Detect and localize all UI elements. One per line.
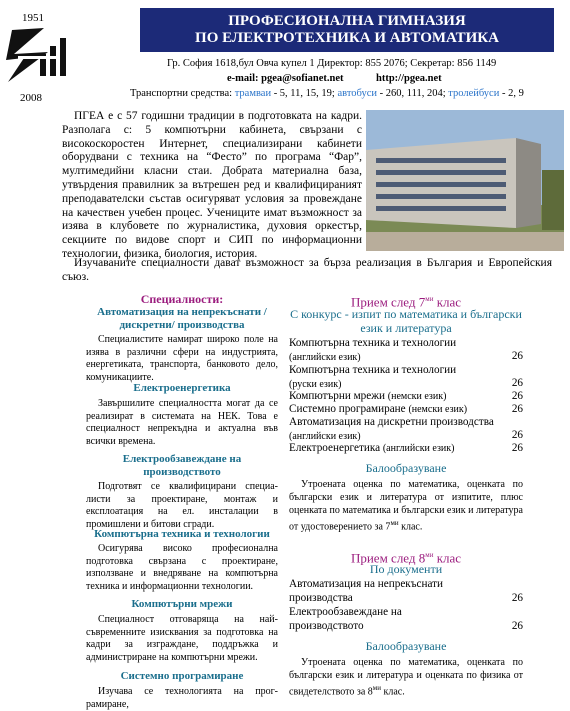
list-7-item: Компютърна техника и технологии (английски език) 26 xyxy=(289,337,523,363)
specialty-1-text: Специалистите намират широко поле на изява в различни сфери на индустрията, енергетиката, транспорта, банковото дело, комуникациите. xyxy=(86,334,278,383)
list-7-item: Компютърна техника и технологии (руски език) 26 xyxy=(289,364,523,390)
transport-label: Транспортни средства: xyxy=(130,88,233,99)
specialty-6-text: Изучава се технологията на прог-рамиране, xyxy=(86,686,278,710)
website-link[interactable]: http://pgea.net xyxy=(376,73,442,84)
list-8-item: Електрообзавеждане на производството 26 xyxy=(289,606,523,632)
tram-lines: - 5, 11, 15, 19; xyxy=(273,88,335,99)
specialty-5-title: Компютърни мрежи xyxy=(131,598,233,610)
specialty-3-title: Електрообзавеждане на производството xyxy=(122,453,242,478)
list-7-item: Автоматизация на дискретни производства (английски език) 26 xyxy=(289,416,523,442)
tram-label: трамваи xyxy=(234,88,272,99)
address-line: Гр. София 1618,бул Овча купел 1 Директор: 855 2076; Секретар: 856 1149 xyxy=(167,58,497,69)
list-7-item: Компютърни мрежи (немски език) 26 xyxy=(289,390,523,402)
founding-year: 1951 xyxy=(22,12,44,24)
school-logo xyxy=(4,24,72,86)
admission-8-heading: Прием след $8^{ми}$ клас xyxy=(350,550,462,566)
admission-8-subheading: По документи xyxy=(369,562,443,576)
specialties-heading: Специалности: xyxy=(140,292,224,306)
list-7-item: Електроенергетика (английски език) 26 xyxy=(289,442,523,454)
scoring-8-heading: Балообразуване xyxy=(365,639,447,653)
specialty-3-text: Подготвят се квалифицирани специа-листи за проектиране, монтаж и експлоатация на ел. инсталации в промишлени и битови сгради. xyxy=(86,481,278,530)
admission-7-subheading: С конкурс - изпит по математика и български език и литература xyxy=(290,307,522,335)
scoring-7-heading: Балообразуване xyxy=(365,461,447,475)
specialty-2-title: Електроенергетика xyxy=(133,382,231,394)
intro-paragraph: ПГЕА е с 57 годишни традиции в подготовката на кадри. Разполага с: 5 компютърни кабинета, свързани с високоскоростен Интернет, специализирани кабинети оборудвани с техника на “Фесто” по програма “Фар”, мултимедийни класни стаи. Добрата материална база, утвърдения правилник за вътрешен ред и квалифицираният преподавателски състав осигуряват условия за провеждане на качествен учебен процес. Учениците имат възможност за изява в клубовете по журналистика, духовия оркестър, секциите по видове спорт и СИП по информационни технологии, физика, биология, история. xyxy=(62,110,362,260)
title-line-2: ПО ЕЛЕКТРОТЕХНИКА И АВТОМАТИКА xyxy=(195,30,499,46)
scoring-8-text: Утроената оценка по математика, оценката по български език и литература и оценката по физика от свидетелството за $8^{ми}$ клас. xyxy=(289,657,523,698)
trolley-label: тролейбуси xyxy=(448,88,500,99)
specialty-1-title: Автоматизация на непрекъснати /дискретни/ производства xyxy=(97,306,267,331)
specialty-5-text: Специалност отговаряща на най-съвременните изисквания за подготовка на кадри за изграждане, поддръжка и администриране на компютърни мрежи. xyxy=(86,614,278,663)
specialty-6-title: Системно програмиране xyxy=(120,670,244,682)
bus-lines: - 260, 111, 204; xyxy=(379,88,446,99)
school-title-banner xyxy=(140,8,554,52)
school-building-photo xyxy=(366,110,564,251)
admission-7-heading: Прием след $7^{ми}$ клас xyxy=(350,294,462,310)
email[interactable]: e-mail: pgea@sofianet.net xyxy=(227,73,344,84)
transport-line xyxy=(130,88,524,99)
specialty-4-title: Компютърна техника и технологии xyxy=(94,528,270,540)
bus-label: автобуси xyxy=(337,88,377,99)
list-8-item: Автоматизация на непрекъснати производства 26 xyxy=(289,578,523,604)
specialty-4-text: Осигурява високо професионална подготовка свързана с проектиране, използване и внедряване на компютърна техника и информационни технологии. xyxy=(86,543,278,592)
title-line-1: ПРОФЕСИОНАЛНА ГИМНАЗИЯ xyxy=(228,13,466,29)
list-7-item: Системно програмиране (немски език) 26 xyxy=(289,403,523,415)
intro-paragraph-2: Изучаваните специалности дават възможност за бърза реализация в България и Европейския съюз. xyxy=(62,257,552,283)
specialty-2-text: Завършилите специалността могат да се реализират в системата на НЕК. Това е специалност непрекъдна и актуална във всички времена. xyxy=(86,398,278,447)
current-year: 2008 xyxy=(20,92,42,104)
trolley-lines: - 2, 9 xyxy=(501,88,524,99)
scoring-7-text: Утроената оценка по математика, оценката по български език и литература от изпитите, плюс оценката по математика и български език и литература от удостоверението за $7^{ми}$ клас. xyxy=(289,479,523,533)
